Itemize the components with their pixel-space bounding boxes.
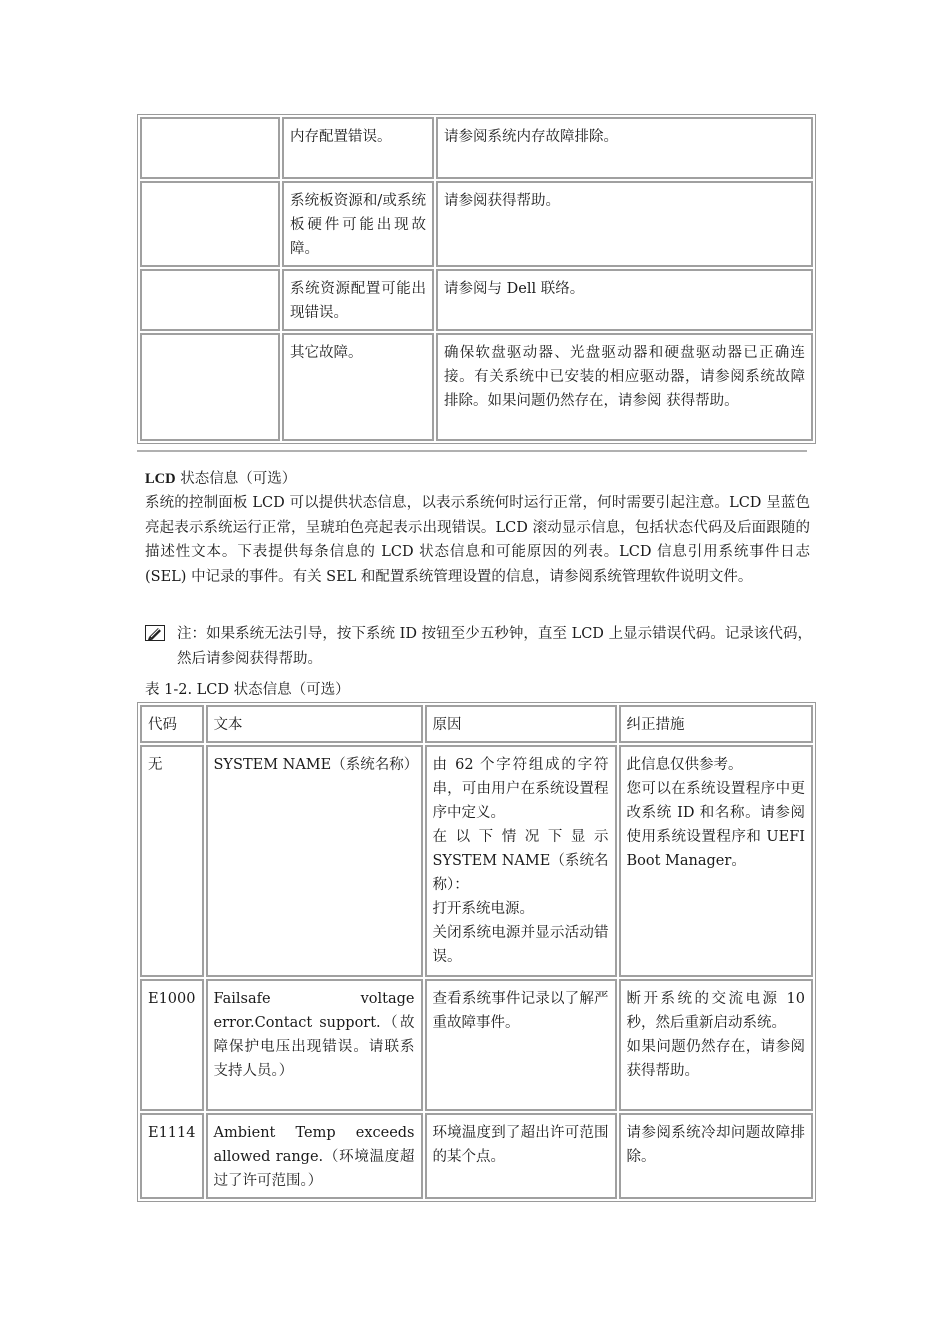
table-cell [140, 117, 280, 179]
table-caption: 表 1-2. LCD 状态信息（可选） [145, 682, 350, 698]
cell-text: SYSTEM NAME（系统名称） [206, 745, 423, 977]
section-title-bold: LCD [145, 471, 176, 487]
cell-cause [425, 979, 617, 1111]
table-row [140, 181, 813, 267]
table-cell: 系统板资源和/或系统板硬件可能出现故障。 [282, 181, 434, 267]
pencil-note-icon [145, 625, 165, 641]
cause-line: 打开系统电源。 [432, 901, 534, 917]
table-cell: 请参阅与 Dell 联络。 [436, 269, 813, 331]
cell-cause [425, 745, 617, 977]
column-header-text: 文本 [206, 705, 423, 743]
table-row [140, 117, 813, 179]
cause-line: 在以下情况下显示 SYSTEM NAME（系统名称）： [432, 829, 609, 893]
cell-action [619, 979, 814, 1111]
action-line: 您可以在系统设置程序中更改系统 ID 和名称。请参阅使用系统设置程序和 UEFI Boot Manager。 [626, 781, 805, 869]
cause-line: 查看系统事件记录以了解严重故障事件。 [432, 991, 609, 1031]
table-row [140, 333, 813, 441]
table-cell [140, 181, 280, 267]
cell-text: Failsafe voltage error.Contact support.（故障保护电压出现错误。请联系支持人员。） [206, 979, 423, 1111]
lcd-status-table [137, 702, 816, 1202]
action-line: 如果问题仍然存在，请参阅获得帮助。 [626, 1039, 805, 1079]
column-header-code: 代码 [140, 705, 204, 743]
table-row [140, 1113, 813, 1199]
cell-text: Ambient Temp exceeds allowed range.（环境温度超过了许可范围。） [206, 1113, 423, 1199]
action-line: 请参阅系统冷却问题故障排除。 [626, 1125, 805, 1165]
section-paragraph: 系统的控制面板 LCD 可以提供状态信息，以表示系统何时运行正常，何时需要引起注意。LCD 呈蓝色亮起表示系统运行正常，呈琥珀色亮起表示出现错误。LCD 滚动显示信息，包括状态代码及后面跟随的描述性文本。下表提供每条信息的 LCD 状态信息和可能原因的列表。LCD 信息引用系统事件日志 (SEL) 中记录的事件。有关 SEL 和配置系统管理设置的信息，请参阅系统管理软件说明文件。 [145, 495, 810, 585]
table-cell: 内存配置错误。 [282, 117, 434, 179]
table-cell: 确保软盘驱动器、光盘驱动器和硬盘驱动器已正确连接。有关系统中已安装的相应驱动器，请参阅系统故障排除。如果问题仍然存在，请参阅 获得帮助。 [436, 333, 813, 441]
column-header-cause: 原因 [425, 705, 617, 743]
table-cell: 请参阅系统内存故障排除。 [436, 117, 813, 179]
table-cell [140, 333, 280, 441]
table-row [140, 269, 813, 331]
cell-action [619, 745, 814, 977]
table-cell: 系统资源配置可能出现错误。 [282, 269, 434, 331]
cause-line: 由 62 个字符组成的字符串，可由用户在系统设置程序中定义。 [432, 757, 609, 821]
section-divider [137, 450, 807, 452]
cell-action [619, 1113, 814, 1199]
cause-line: 关闭系统电源并显示活动错误。 [432, 925, 609, 965]
cell-code: 无 [140, 745, 204, 977]
table-header-row [140, 705, 813, 743]
cell-code: E1000 [140, 979, 204, 1111]
table-cell: 其它故障。 [282, 333, 434, 441]
cell-cause [425, 1113, 617, 1199]
table-row [140, 979, 813, 1111]
column-header-action: 纠正措施 [619, 705, 814, 743]
table-cell: 请参阅获得帮助。 [436, 181, 813, 267]
table-row [140, 745, 813, 977]
action-line: 此信息仅供参考。 [626, 757, 743, 773]
cell-code: E1114 [140, 1113, 204, 1199]
cause-line: 环境温度到了超出许可范围的某个点。 [432, 1125, 609, 1165]
table-cell [140, 269, 280, 331]
action-line: 断开系统的交流电源 10 秒，然后重新启动系统。 [626, 991, 805, 1031]
troubleshooting-table [137, 114, 816, 444]
section-title-rest: 状态信息（可选） [175, 471, 297, 487]
section-title [145, 468, 296, 490]
note-text: 注：如果系统无法引导，按下系统 ID 按钮至少五秒钟，直至 LCD 上显示错误代码。记录该代码，然后请参阅获得帮助。 [177, 626, 812, 667]
